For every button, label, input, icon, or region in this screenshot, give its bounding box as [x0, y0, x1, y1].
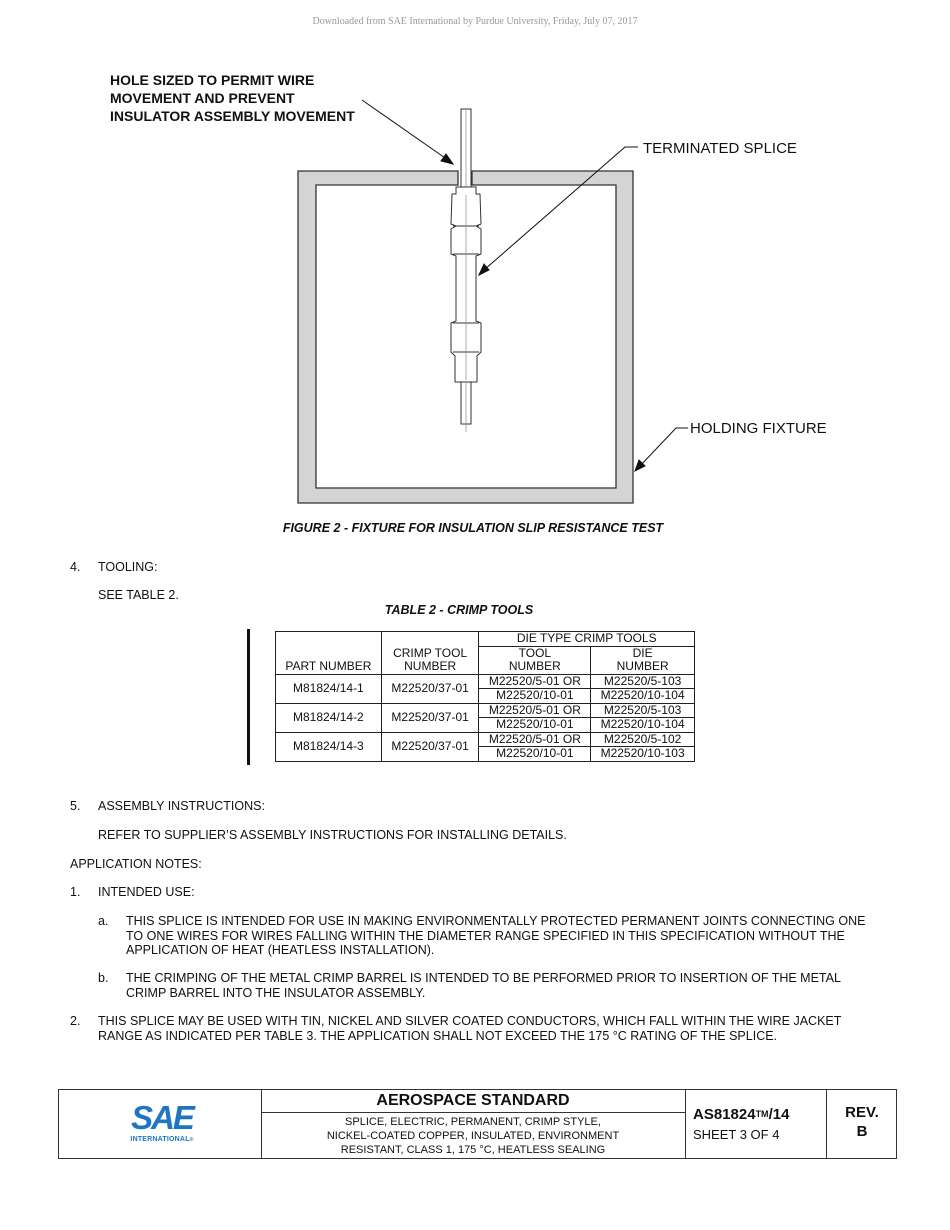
tool-number-cell: M22520/5-01 OR	[479, 674, 591, 689]
revision: REV. B	[845, 1104, 879, 1140]
terminated-splice-label: TERMINATED SPLICE	[643, 140, 797, 157]
hole-leader-line	[362, 100, 448, 160]
header-die-type: DIE TYPE CRIMP TOOLS	[479, 632, 695, 647]
splice-leader-arrow	[479, 264, 489, 275]
hole-leader-arrow	[441, 154, 453, 164]
splice-leader-line	[484, 147, 638, 270]
die-number-cell: M22520/10-103	[591, 747, 695, 762]
revision-change-bar	[247, 629, 250, 765]
sae-logo-mark: SAE	[131, 1099, 193, 1136]
registered-mark: ®	[189, 1137, 194, 1143]
die-number-cell: M22520/10-104	[591, 689, 695, 704]
document-number: AS81824TM/14	[693, 1106, 790, 1123]
section-5-heading: ASSEMBLY INSTRUCTIONS:	[98, 799, 265, 813]
part-number-cell: M81824/14-1	[276, 674, 382, 703]
standard-subtitle: SPLICE, ELECTRIC, PERMANENT, CRIMP STYLE, NICKEL-COATED COPPER, INSULATED, ENVIRONMENT RESISTANT, CLASS 1, 175 °C, HEATLESS SEALING	[326, 1116, 620, 1156]
section-4-heading: TOOLING:	[98, 560, 158, 574]
note-2-number: 2.	[70, 1014, 81, 1028]
tool-number-cell: M22520/10-01	[479, 747, 591, 762]
tool-number-cell: M22520/5-01 OR	[479, 732, 591, 747]
table-2-caption: TABLE 2 - CRIMP TOOLS	[384, 603, 534, 617]
download-note: Downloaded from SAE International by Purdue University, Friday, July 07, 2017	[312, 16, 638, 27]
crimp-tool-cell: M22520/37-01	[381, 674, 479, 703]
note-1a-label: a.	[98, 914, 109, 928]
die-number-cell: M22520/5-103	[591, 703, 695, 718]
section-4-text: SEE TABLE 2.	[98, 588, 179, 602]
crimp-tool-cell: M22520/37-01	[381, 703, 479, 732]
upper-wire	[461, 109, 471, 187]
application-notes-heading: APPLICATION NOTES:	[70, 857, 202, 871]
crimp-tools-table	[275, 631, 695, 762]
note-1-heading: INTENDED USE:	[98, 885, 195, 899]
crimp-tool-cell: M22520/37-01	[381, 732, 479, 761]
table-row	[276, 732, 695, 747]
header-part-number: PART NUMBER	[276, 632, 382, 675]
die-number-cell: M22520/5-102	[591, 732, 695, 747]
figure-caption: FIGURE 2 - FIXTURE FOR INSULATION SLIP RESISTANCE TEST	[282, 521, 664, 535]
section-5-text: REFER TO SUPPLIER’S ASSEMBLY INSTRUCTIONS FOR INSTALLING DETAILS.	[98, 828, 567, 842]
note-1b-label: b.	[98, 971, 109, 985]
section-4-number: 4.	[70, 560, 81, 574]
sae-logo-text: INTERNATIONAL	[130, 1136, 190, 1143]
table-row	[276, 703, 695, 718]
section-5-number: 5.	[70, 799, 81, 813]
die-number-cell: M22520/10-104	[591, 718, 695, 733]
note-1b-text: THE CRIMPING OF THE METAL CRIMP BARREL IS INTENDED TO BE PERFORMED PRIOR TO INSERTION OF THE METAL CRIMP BARREL INTO THE INSULATOR ASSEMBLY.	[126, 971, 841, 1000]
tool-number-cell: M22520/10-01	[479, 689, 591, 704]
table-header-row	[276, 632, 695, 647]
part-number-cell: M81824/14-2	[276, 703, 382, 732]
part-number-cell: M81824/14-3	[276, 732, 382, 761]
fixture-leader-line	[639, 428, 688, 467]
hole-label: HOLE SIZED TO PERMIT WIRE MOVEMENT AND PREVENT INSULATOR ASSEMBLY MOVEMENT	[110, 72, 355, 124]
header-die-number: DIE NUMBER	[591, 646, 695, 674]
note-1a-text: THIS SPLICE IS INTENDED FOR USE IN MAKING ENVIRONMENTALLY PROTECTED PERMANENT JOINTS CONNECTING ONE TO ONE WIRES FOR WIRES FALLING WITHIN THE DIAMETER RANGE SPECIFIED IN THIS SPECIFICATION WITHOUT THE APPLICATION OF HEAT (HEATLESS INSTALLATION).	[126, 914, 866, 957]
sae-logo	[127, 1099, 197, 1143]
title-block	[58, 1089, 897, 1159]
tool-number-cell: M22520/5-01 OR	[479, 703, 591, 718]
terminated-splice	[451, 187, 481, 382]
lower-wire	[461, 382, 471, 432]
die-number-cell: M22520/5-103	[591, 674, 695, 689]
holding-fixture-label: HOLDING FIXTURE	[690, 420, 827, 437]
note-1-number: 1.	[70, 885, 81, 899]
table-row	[276, 674, 695, 689]
header-crimp-tool: CRIMP TOOL NUMBER	[381, 632, 479, 675]
tool-number-cell: M22520/10-01	[479, 718, 591, 733]
sheet-number: SHEET 3 OF 4	[693, 1127, 780, 1142]
note-2-text: THIS SPLICE MAY BE USED WITH TIN, NICKEL AND SILVER COATED CONDUCTORS, WHICH FALL WITHIN THE WIRE JACKET RANGE AS INDICATED PER TABLE 3. THE APPLICATION SHALL NOT EXCEED THE 175 °C RATING OF THE SPLICE.	[98, 1014, 842, 1043]
standard-title: AEROSPACE STANDARD	[376, 1092, 570, 1109]
header-tool-number: TOOL NUMBER	[479, 646, 591, 674]
